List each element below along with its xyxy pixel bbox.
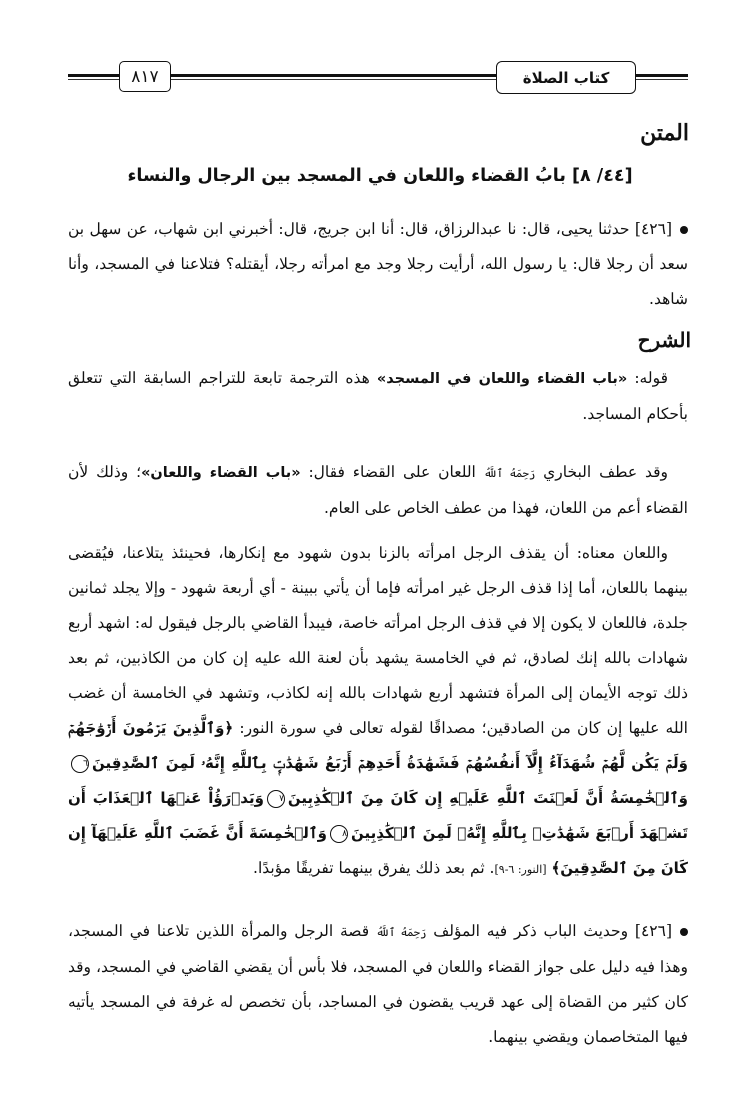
commentary-text: ؛ وذلك لأن القضاء أعم من اللعان، فهذا من عطف الخاص على العام.	[68, 463, 688, 517]
commentary-text: واللعان معناه: أن يقذف الرجل امرأته بالزنا بدون شهود مع إنكارها، فحينئذ يتلاعنا، فيُقضى بينهما باللعان، أما إذا قذف الرجل غير امرأته فإما أن يأتي ببينة - أي أربعة شهود - وإلا يجلد ثمانين جلدة، فاللعان لا يكون إلا في قذف الرجل امرأته خاصة، فيبدأ القاضي بالرجل فيقول له: اشهد أربع شهادات بالله إنك لصادق، ثم في الخامسة يشهد بأن لعنة الله عليه إن كان من الكاذبين، ثم بعد ذلك توجه الأيمان إلى المرأة فتشهد أربع شهادات بالله إنه لكاذب، وتشهد في الخامسة أن غضب الله عليها إن كان من الصادقين؛ مصداقًا لقوله تعالى في سورة النور:	[68, 544, 688, 737]
commentary-text: قوله:	[627, 369, 668, 387]
commentary-paragraph-4	[68, 914, 688, 1055]
commentary-paragraph-3	[68, 536, 688, 887]
quran-verse: وَيَدۡرَؤُاْ عَنۡهَا ٱلۡعَذَابَ أَن تَشۡهَدَ أَرۡبَعَ شَهَٰدَٰتِۭ بِٱللَّهِ إِنَّهُۥ لَمِنَ ٱلۡكَٰذِبِينَ	[68, 789, 688, 842]
commentary-text: قصة الرجل والمرأة اللذين تلاعنا في المسجد، وهذا فيه دليل على جواز القضاء واللعان في المسجد، فلا بأس أن يقضي القاضي في المسجد، وقد كان كثير من القضاة إلى عهد قريب يقضون في المساجد، بأن تخصص له غرفة في المسجد يأتيه فيها المتخاصمان ويقضي بينهما.	[68, 922, 688, 1046]
matn-hadith-text	[68, 212, 688, 317]
honorific-glyph: رَحِمَهُ ٱللَّهُ	[483, 467, 536, 480]
hadith-number: [٤٢٦]	[634, 220, 672, 238]
sharh-section-label: الشرح	[637, 328, 691, 352]
quran-verse: وَٱلۡخَٰمِسَةَ أَنَّ غَضَبَ ٱللَّهِ عَلَيۡهَآ إِن كَانَ مِنَ ٱلصَّٰدِقِينَ﴾	[68, 824, 688, 877]
quoted-chapter-title: «باب القضاء واللعان»	[141, 465, 301, 481]
commentary-text: وحديث الباب ذكر فيه المؤلف	[426, 922, 635, 940]
chapter-heading: [٤٤/ ٨] بابُ القضاء واللعان في المسجد بين الرجال والنساء	[127, 166, 633, 186]
bullet-icon	[680, 226, 688, 234]
commentary-text: وقد عطف البخاري	[535, 463, 668, 481]
matn-section-label: المتن	[640, 120, 689, 146]
ayah-number-marker: ٧	[267, 790, 285, 808]
running-chapter-title: كتاب الصلاة	[496, 61, 636, 94]
commentary-paragraph-1	[68, 361, 688, 432]
quoted-chapter-title: «باب القضاء واللعان في المسجد»	[376, 371, 628, 387]
bullet-icon	[680, 928, 688, 936]
page-number: ٨١٧	[119, 61, 171, 92]
commentary-text: هذه الترجمة تابعة للتراجم السابقة التي تتعلق بأحكام المساجد.	[68, 369, 688, 423]
ayah-number-marker: ٦	[71, 755, 89, 773]
hadith-body: حدثنا يحيى، قال: نا عبدالرزاق، قال: أنا ابن جريج، قال: أخبرني ابن شهاب، عن سهل بن سعد أن رجلا قال: يا رسول الله، أرأيت رجلا وجد مع امرأته رجلا، أيقتله؟ فتلاعنا في المسجد، وأنا شاهد.	[68, 220, 688, 308]
quran-reference: [النور: ٦-٩]	[494, 863, 547, 876]
quran-verse: وَٱلۡخَٰمِسَةُ أَنَّ لَعۡنَتَ ٱللَّهِ عَلَيۡهِ إِن كَانَ مِنَ ٱلۡكَٰذِبِينَ	[287, 789, 688, 807]
quran-verse: ﴿وَٱلَّذِينَ يَرۡمُونَ أَزۡوَٰجَهُمۡ وَلَمۡ يَكُن لَّهُمۡ شُهَدَآءُ إِلَّآ أَنفُسُهُمۡ فَشَهَٰدَةُ أَحَدِهِمۡ أَرۡبَعُ شَهَٰدَٰتِۭ بِٱللَّهِ إِنَّهُۥ لَمِنَ ٱلصَّٰدِقِينَ	[68, 719, 688, 772]
ayah-number-marker: ٨	[330, 825, 348, 843]
commentary-text: اللعان على القضاء فقال:	[300, 463, 484, 481]
commentary-paragraph-2	[68, 455, 688, 526]
commentary-text: . ثم بعد ذلك يفرق بينهما تفريقًا مؤبدًا.	[253, 859, 495, 877]
honorific-glyph: رَحِمَهُ ٱللَّهُ	[375, 926, 427, 939]
hadith-number: [٤٢٦]	[634, 922, 672, 940]
